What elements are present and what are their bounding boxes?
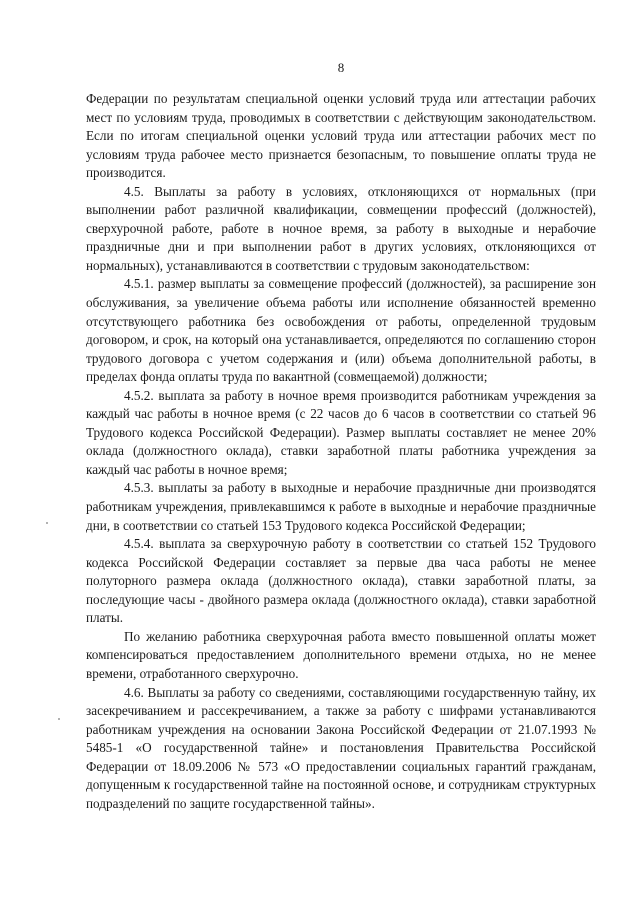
page-number: 8 <box>337 60 345 75</box>
scan-speck <box>58 718 60 720</box>
paragraph-4-6: 4.6. Выплаты за работу со сведениями, составляющими государственную тайну, их засекречиванием и рассекречиванием, а также за работу с шифрами устанавливаются работникам учреждения на основании Закона Российской Федерации от 21.07.1993 № 5485-1 «О государственной тайне» и постановления Правительства Российской Федерации от 18.09.2006 № 573 «О предоставлении социальных гарантий гражданам, допущенным к государственной тайне на постоянной основе, и сотрудникам структурных подразделений по защите государственной тайны». <box>86 684 596 811</box>
paragraph-overtime-compensation: По желанию работника сверхурочная работа вместо повышенной оплаты может компенсироваться предоставлением дополнительного времени отдыха, но не менее времени, отработанного сверхурочно. <box>86 628 596 681</box>
paragraph-4-5-3: 4.5.3. выплаты за работу в выходные и нерабочие праздничные дни производятся работникам учреждения, привлекавшимся к работе в выходные и нерабочие праздничные дни, в соответствии со статьей 153 Трудового кодекса Российской Федерации; <box>86 480 596 533</box>
paragraph-4-5: 4.5. Выплаты за работу в условиях, отклоняющихся от нормальных (при выполнении работ различной квалификации, совмещении профессий (должностей), сверхурочной работе, работе в ночное время, за работу в выходные и нерабочие праздничные дни и при выполнении работ в других условиях, отклоняющихся от нормальных), устанавливаются в соответствии с трудовым законодательством: <box>86 183 596 273</box>
document-body <box>86 90 596 813</box>
paragraph-4-5-1: 4.5.1. размер выплаты за совмещение профессий (должностей), за расширение зон обслуживания, за увеличение объема работы или исполнение обязанностей временно отсутствующего работника без освобождения от работы, определенной трудовым договором, и срок, на который она устанавливается, определяются по соглашению сторон трудового договора с учетом содержания и (или) объема дополнительной работы, в пределах фонда оплаты труда по вакантной (совмещаемой) должности; <box>86 276 596 385</box>
document-page <box>86 60 596 813</box>
paragraph-4-5-2: 4.5.2. выплата за работу в ночное время производится работникам учреждения за каждый час работы в ночное время (с 22 часов до 6 часов в соответствии со статьей 96 Трудового кодекса Российской Федерации). Размер выплаты составляет не менее 20% оклада (должностного оклада), ставки заработной платы работника учреждения за каждый час работы в ночное время; <box>86 387 596 477</box>
scan-speck <box>46 522 48 524</box>
paragraph-4-5-4: 4.5.4. выплата за сверхурочную работу в соответствии со статьей 152 Трудового кодекса Российской Федерации составляет за первые два часа работы не менее полуторного размера оклада (должностного оклада), ставки заработной платы, за последующие часы - двойного размера оклада (должностного оклада), ставки заработной платы. <box>86 536 596 626</box>
paragraph-continuation: Федерации по результатам специальной оценки условий труда или аттестации рабочих мест по условиям труда, проводимых в соответствии с действующим законодательством. Если по итогам специальной оценки условий труда или аттестации рабочих мест по условиям труда рабочее место признается безопасным, то повышение оплаты труда не производится. <box>86 91 596 181</box>
